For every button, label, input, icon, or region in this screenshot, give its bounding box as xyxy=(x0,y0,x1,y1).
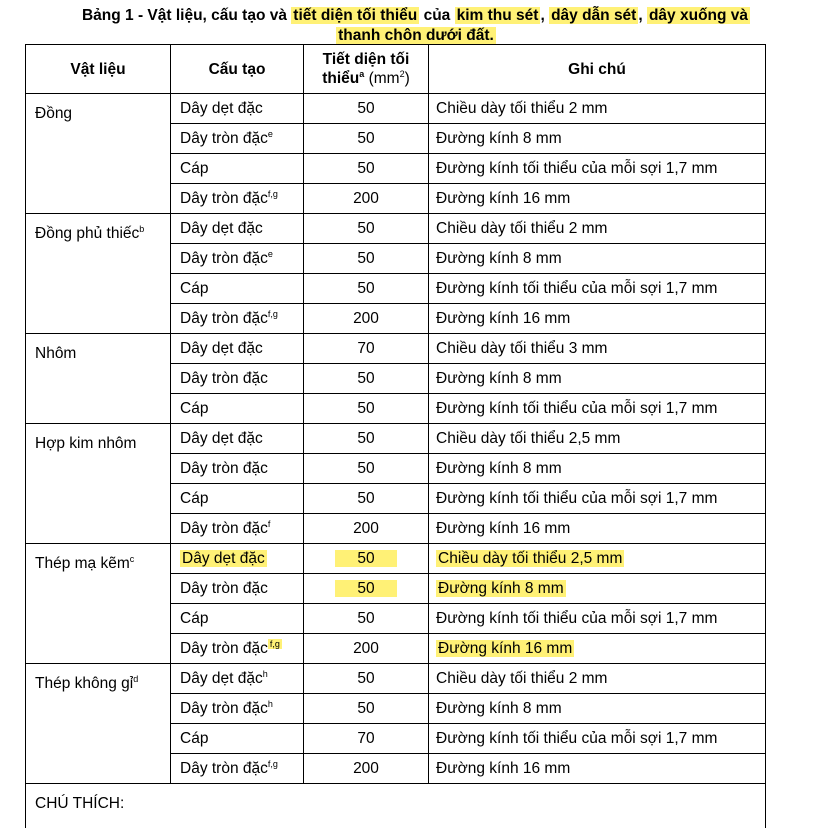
min-section-cell xyxy=(304,124,429,154)
structure-text-wrap xyxy=(180,400,208,417)
min-section-value: 50 xyxy=(335,550,396,567)
structure-name: Cáp xyxy=(180,730,208,747)
structure-name: Dây tròn đặc xyxy=(180,370,268,387)
structure-text-wrap xyxy=(180,340,263,357)
min-section-cell xyxy=(304,634,429,664)
min-section-cell xyxy=(304,664,429,694)
note-cell xyxy=(429,364,766,394)
structure-text-wrap xyxy=(180,280,208,297)
structure-cell xyxy=(171,694,304,724)
note-text: Đường kính 8 mm xyxy=(436,460,562,477)
note-cell xyxy=(429,454,766,484)
min-section-cell xyxy=(304,424,429,454)
structure-footnote-ref: h xyxy=(268,699,273,709)
note-text: Đường kính 8 mm xyxy=(436,580,566,597)
structure-name: Dây tròn đặc xyxy=(180,700,268,717)
structure-footnote-ref: f,g xyxy=(268,639,282,649)
material-cell xyxy=(26,664,171,784)
note-cell xyxy=(429,424,766,454)
structure-cell xyxy=(171,484,304,514)
note-text: Đường kính tối thiểu của mỗi sợi 1,7 mm xyxy=(436,160,717,177)
note-text: Chiều dày tối thiểu 2,5 mm xyxy=(436,550,624,567)
note-text: Đường kính tối thiểu của mỗi sợi 1,7 mm xyxy=(436,490,717,507)
note-cell xyxy=(429,754,766,784)
material-cell xyxy=(26,544,171,664)
min-section-cell xyxy=(304,574,429,604)
min-section-value: 50 xyxy=(357,610,374,627)
structure-footnote-ref: f,g xyxy=(268,759,278,769)
header-structure: Cấu tạo xyxy=(171,45,304,94)
structure-footnote-ref: f,g xyxy=(268,189,278,199)
structure-text-wrap xyxy=(180,610,208,627)
structure-name: Dây dẹt đặc xyxy=(180,430,263,447)
structure-text-wrap xyxy=(180,730,208,747)
min-section-cell xyxy=(304,754,429,784)
structure-cell xyxy=(171,604,304,634)
min-section-cell xyxy=(304,394,429,424)
structure-name: Cáp xyxy=(180,280,208,297)
structure-name: Cáp xyxy=(180,490,208,507)
structure-text-wrap xyxy=(180,100,263,117)
caption-number: Bảng 1 xyxy=(82,7,134,24)
structure-text-wrap xyxy=(180,190,278,207)
min-section-value: 50 xyxy=(357,670,374,687)
structure-footnote-ref: e xyxy=(268,249,273,259)
table-header-row xyxy=(26,45,766,94)
note-text: Chiều dày tối thiểu 3 mm xyxy=(436,340,607,357)
min-section-value: 50 xyxy=(357,370,374,387)
structure-name: Cáp xyxy=(180,160,208,177)
min-section-cell xyxy=(304,364,429,394)
note-cell xyxy=(429,394,766,424)
header-note: Ghi chú xyxy=(429,45,766,94)
structure-footnote-ref: h xyxy=(263,669,268,679)
min-section-cell xyxy=(304,94,429,124)
structure-footnote-ref: e xyxy=(268,129,273,139)
structure-cell xyxy=(171,364,304,394)
note-cell xyxy=(429,574,766,604)
structure-name: Dây dẹt đặc xyxy=(182,550,265,567)
note-text: Đường kính 16 mm xyxy=(436,760,570,777)
min-section-value: 50 xyxy=(357,700,374,717)
structure-text-wrap xyxy=(180,430,263,447)
material-name: Nhôm xyxy=(35,345,76,362)
min-section-value: 50 xyxy=(357,280,374,297)
min-section-value: 50 xyxy=(357,430,374,447)
structure-cell xyxy=(171,514,304,544)
structure-cell xyxy=(171,334,304,364)
note-text: Đường kính tối thiểu của mỗi sợi 1,7 mm xyxy=(436,730,717,747)
min-section-cell xyxy=(304,334,429,364)
structure-name: Dây tròn đặc xyxy=(180,250,268,267)
min-section-value: 70 xyxy=(357,730,374,747)
note-text: Đường kính tối thiểu của mỗi sợi 1,7 mm xyxy=(436,280,717,297)
note-text: Đường kính tối thiểu của mỗi sợi 1,7 mm xyxy=(436,400,717,417)
material-cell xyxy=(26,94,171,214)
structure-footnote-ref: f xyxy=(268,519,271,529)
min-section-value: 200 xyxy=(353,520,379,537)
min-section-value: 50 xyxy=(357,490,374,507)
structure-cell xyxy=(171,244,304,274)
structure-text-wrap xyxy=(180,580,268,597)
structure-cell xyxy=(171,94,304,124)
caption-text-1: - Vật liệu, cấu tạo và xyxy=(134,7,292,24)
structure-cell xyxy=(171,754,304,784)
structure-cell xyxy=(171,664,304,694)
table-caption xyxy=(0,6,832,46)
structure-text-wrap xyxy=(180,640,282,657)
note-cell xyxy=(429,244,766,274)
structure-name: Dây dẹt đặc xyxy=(180,220,263,237)
structure-text-wrap xyxy=(180,130,273,147)
material-cell xyxy=(26,334,171,424)
structure-name: Dây tròn đặc xyxy=(180,520,268,537)
note-cell xyxy=(429,514,766,544)
material-cell xyxy=(26,424,171,544)
note-text: Chiều dày tối thiểu 2 mm xyxy=(436,100,607,117)
header-section-line2: thiểu xyxy=(322,70,359,87)
structure-name: Dây tròn đặc xyxy=(180,580,268,597)
structure-text-wrap xyxy=(180,220,263,237)
footnote-row xyxy=(26,784,766,828)
note-text: Đường kính 8 mm xyxy=(436,130,562,147)
caption-highlight-4: dây xuống và xyxy=(647,7,750,24)
min-section-value: 50 xyxy=(357,130,374,147)
structure-name: Dây tròn đặc xyxy=(180,130,268,147)
note-cell xyxy=(429,484,766,514)
note-text: Đường kính 16 mm xyxy=(436,520,570,537)
min-section-cell xyxy=(304,244,429,274)
material-footnote-ref: b xyxy=(139,224,144,234)
structure-cell xyxy=(171,214,304,244)
material-name: Thép mạ kẽm xyxy=(35,555,130,572)
note-cell xyxy=(429,124,766,154)
note-cell xyxy=(429,274,766,304)
note-cell xyxy=(429,214,766,244)
materials-table xyxy=(25,44,766,828)
min-section-value: 50 xyxy=(357,250,374,267)
min-section-value: 200 xyxy=(353,640,379,657)
note-cell xyxy=(429,334,766,364)
caption-highlight-5: thanh chôn dưới đất. xyxy=(336,27,496,44)
note-text: Đường kính tối thiểu của mỗi sợi 1,7 mm xyxy=(436,610,717,627)
note-cell xyxy=(429,94,766,124)
note-text: Chiều dày tối thiểu 2,5 mm xyxy=(436,430,620,447)
structure-text-wrap xyxy=(180,310,278,327)
note-text: Chiều dày tối thiểu 2 mm xyxy=(436,670,607,687)
structure-cell xyxy=(171,394,304,424)
structure-text-wrap xyxy=(180,550,267,567)
min-section-cell xyxy=(304,304,429,334)
header-section-unit: (mm xyxy=(364,70,399,87)
min-section-value: 50 xyxy=(357,160,374,177)
structure-name: Dây dẹt đặc xyxy=(180,340,263,357)
material-footnote-ref: d xyxy=(133,674,138,684)
table-row xyxy=(26,544,766,574)
structure-cell xyxy=(171,154,304,184)
material-name: Đồng phủ thiếc xyxy=(35,225,139,242)
structure-text-wrap xyxy=(180,520,270,537)
note-text: Đường kính 16 mm xyxy=(436,640,574,657)
structure-text-wrap xyxy=(180,250,273,267)
table-row xyxy=(26,94,766,124)
material-name: Đồng xyxy=(35,105,72,122)
structure-text-wrap xyxy=(180,490,208,507)
table-row xyxy=(26,334,766,364)
structure-text-wrap xyxy=(180,160,208,177)
note-text: Đường kính 16 mm xyxy=(436,190,570,207)
header-section-unit-sup: 2 xyxy=(400,69,405,79)
min-section-cell xyxy=(304,484,429,514)
structure-text-wrap xyxy=(180,700,273,717)
min-section-cell xyxy=(304,454,429,484)
min-section-value: 200 xyxy=(353,310,379,327)
min-section-cell xyxy=(304,604,429,634)
footnote-label: CHÚ THÍCH: xyxy=(26,784,766,828)
min-section-value: 200 xyxy=(353,760,379,777)
caption-highlight-3: dây dẫn sét xyxy=(549,7,638,24)
min-section-value: 50 xyxy=(357,220,374,237)
min-section-cell xyxy=(304,184,429,214)
table-row xyxy=(26,424,766,454)
note-cell xyxy=(429,634,766,664)
structure-cell xyxy=(171,274,304,304)
caption-text-4: , xyxy=(638,7,647,24)
structure-name: Dây tròn đặc xyxy=(180,310,268,327)
note-cell xyxy=(429,184,766,214)
min-section-cell xyxy=(304,154,429,184)
structure-name: Dây dẹt đặc xyxy=(180,100,263,117)
note-cell xyxy=(429,304,766,334)
note-cell xyxy=(429,154,766,184)
caption-text-3: , xyxy=(540,7,549,24)
structure-cell xyxy=(171,454,304,484)
min-section-cell xyxy=(304,724,429,754)
note-cell xyxy=(429,664,766,694)
min-section-cell xyxy=(304,274,429,304)
structure-cell xyxy=(171,724,304,754)
structure-cell xyxy=(171,544,304,574)
structure-name: Dây tròn đặc xyxy=(180,640,268,657)
structure-cell xyxy=(171,634,304,664)
material-name: Hợp kim nhôm xyxy=(35,435,136,452)
note-cell xyxy=(429,604,766,634)
structure-cell xyxy=(171,184,304,214)
header-section-sup: a xyxy=(359,69,364,79)
min-section-value: 50 xyxy=(357,460,374,477)
min-section-value: 50 xyxy=(357,100,374,117)
structure-name: Dây tròn đặc xyxy=(180,760,268,777)
caption-text-2: của xyxy=(419,7,454,24)
min-section-cell xyxy=(304,514,429,544)
min-section-cell xyxy=(304,544,429,574)
min-section-value: 50 xyxy=(335,580,396,597)
min-section-value: 200 xyxy=(353,190,379,207)
material-cell xyxy=(26,214,171,334)
structure-cell xyxy=(171,124,304,154)
note-text: Đường kính 8 mm xyxy=(436,700,562,717)
table-row xyxy=(26,214,766,244)
caption-highlight-2: kim thu sét xyxy=(455,7,541,24)
structure-footnote-ref: f,g xyxy=(268,309,278,319)
table-body xyxy=(26,94,766,784)
structure-cell xyxy=(171,574,304,604)
caption-highlight-1: tiết diện tối thiểu xyxy=(291,7,419,24)
header-material: Vật liệu xyxy=(26,45,171,94)
structure-text-wrap xyxy=(180,460,268,477)
note-cell xyxy=(429,544,766,574)
min-section-cell xyxy=(304,694,429,724)
min-section-value: 70 xyxy=(357,340,374,357)
note-cell xyxy=(429,694,766,724)
note-text: Đường kính 16 mm xyxy=(436,310,570,327)
header-section-line1: Tiết diện tối xyxy=(323,51,410,68)
material-footnote-ref: c xyxy=(130,554,135,564)
header-min-section xyxy=(304,45,429,94)
structure-name: Dây dẹt đặc xyxy=(180,670,263,687)
structure-cell xyxy=(171,304,304,334)
structure-name: Dây tròn đặc xyxy=(180,190,268,207)
note-cell xyxy=(429,724,766,754)
structure-text-wrap xyxy=(180,370,268,387)
header-section-unit-end: ) xyxy=(405,70,410,87)
structure-text-wrap xyxy=(180,670,268,687)
note-text: Đường kính 8 mm xyxy=(436,250,562,267)
structure-name: Cáp xyxy=(180,400,208,417)
structure-cell xyxy=(171,424,304,454)
min-section-cell xyxy=(304,214,429,244)
note-text: Đường kính 8 mm xyxy=(436,370,562,387)
min-section-value: 50 xyxy=(357,400,374,417)
table-row xyxy=(26,664,766,694)
structure-name: Cáp xyxy=(180,610,208,627)
structure-name: Dây tròn đặc xyxy=(180,460,268,477)
structure-text-wrap xyxy=(180,760,278,777)
material-name: Thép không gỉ xyxy=(35,675,133,692)
note-text: Chiều dày tối thiểu 2 mm xyxy=(436,220,607,237)
